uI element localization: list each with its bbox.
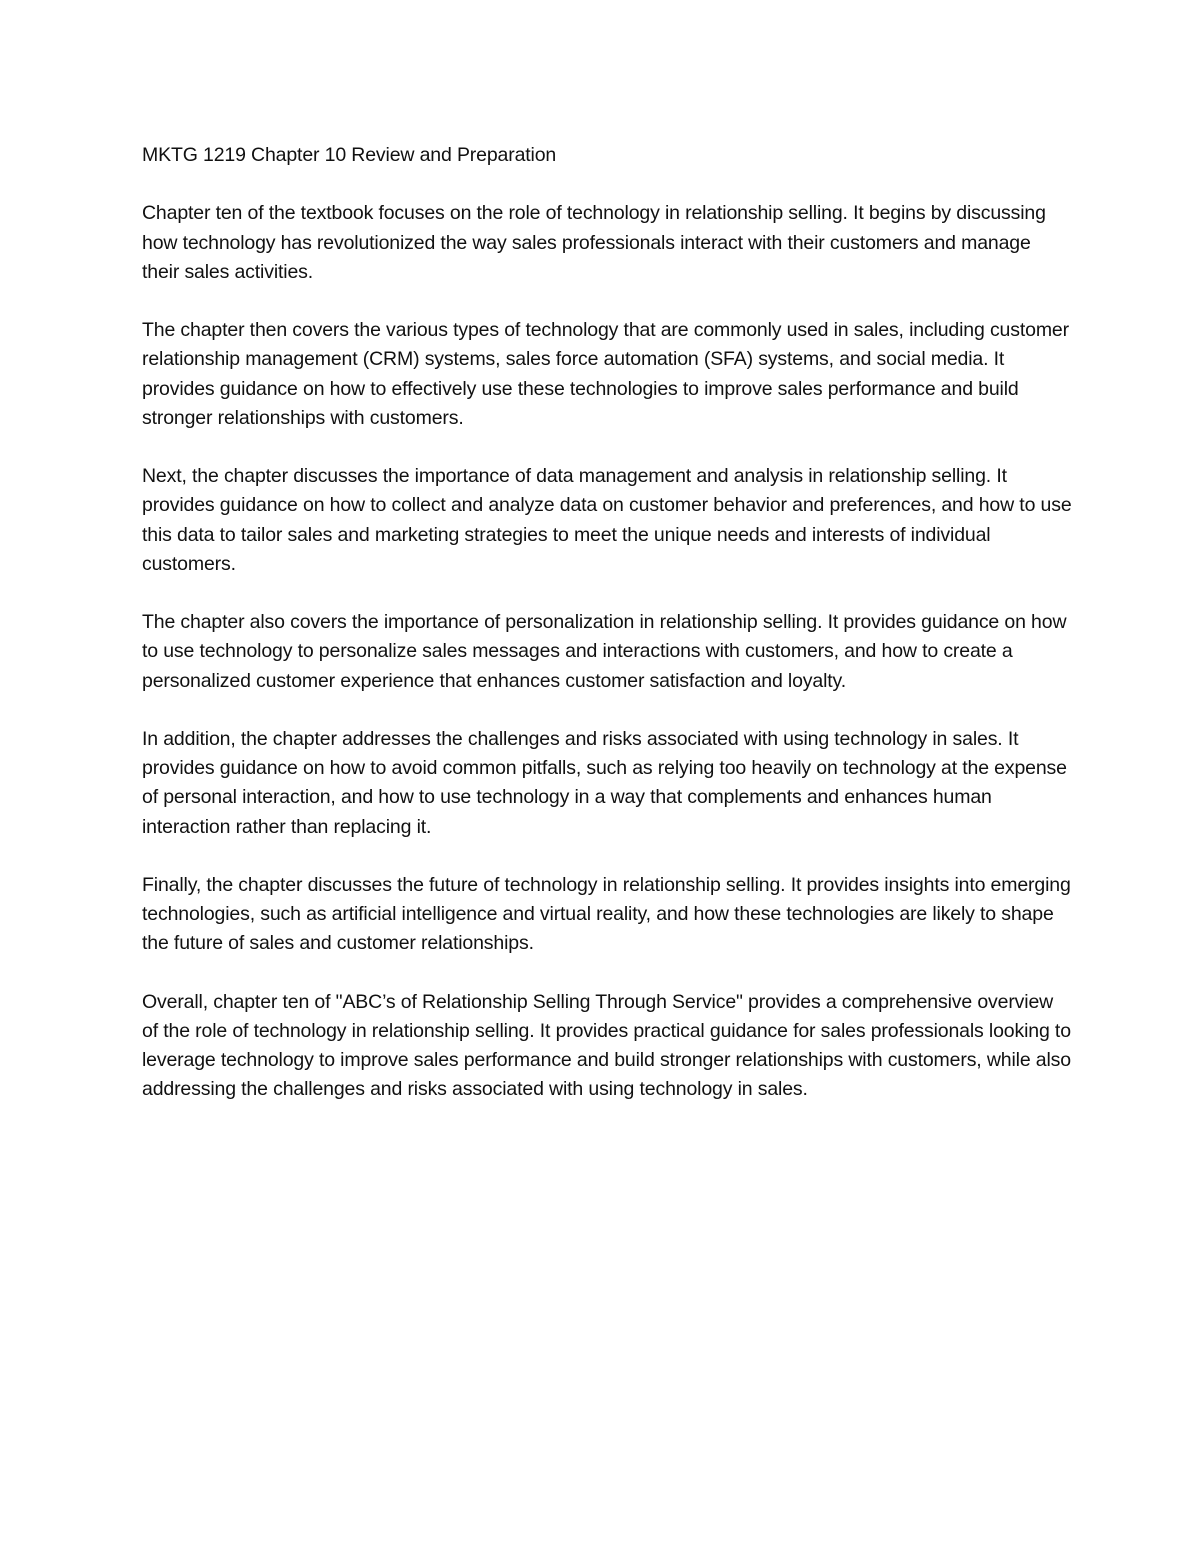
paragraph-future: Finally, the chapter discusses the future of technology in relationship selling. It provides insights into emerging technologies, such as artificial intelligence and virtual reality, and how these technologies are likely to shape the future of sales and customer relationships. (142, 873, 1071, 955)
paragraph-personalization: The chapter also covers the importance of personalization in relationship selling. It provides guidance on how to use technology to personalize sales messages and interactions with customers, and how to create a personalized customer experience that enhances customer satisfaction and loyalty. (142, 611, 1067, 692)
paragraph-data-management: Next, the chapter discusses the importance of data management and analysis in relationship selling. It provides guidance on how to collect and analyze data on customer behavior and preferences, and how to use this data to tailor sales and marketing strategies to meet the unique needs and interests of individual customers. (142, 465, 1072, 575)
document-title: MKTG 1219 Chapter 10 Review and Preparation (142, 144, 557, 166)
document-body (142, 141, 1072, 1134)
paragraph-technology-types: The chapter then covers the various types of technology that are commonly used in sales, including customer relationship management (CRM) systems, sales force automation (SFA) systems, and social media. It provides guidance on how to effectively use these technologies to improve sales performance and build stronger relationships with customers. (142, 319, 1069, 429)
paragraph-overall: Overall, chapter ten of "ABC’s of Relationship Selling Through Service" provides a comprehensive overview of the role of technology in relationship selling. It provides practical guidance for sales professionals looking to leverage technology to improve sales performance and build stronger relationships with customers, while also addressing the challenges and risks associated with using technology in sales. (142, 990, 1071, 1101)
paragraph-intro: Chapter ten of the textbook focuses on the role of technology in relationship selling. It begins by discussing how technology has revolutionized the way sales professionals interact with their customers and manage their sales activities. (142, 202, 1046, 283)
paragraph-challenges: In addition, the chapter addresses the challenges and risks associated with using technology in sales. It provides guidance on how to avoid common pitfalls, such as relying too heavily on technology at the expense of personal interaction, and how to use technology in a way that complements and enhances human interaction rather than replacing it. (142, 727, 1067, 838)
